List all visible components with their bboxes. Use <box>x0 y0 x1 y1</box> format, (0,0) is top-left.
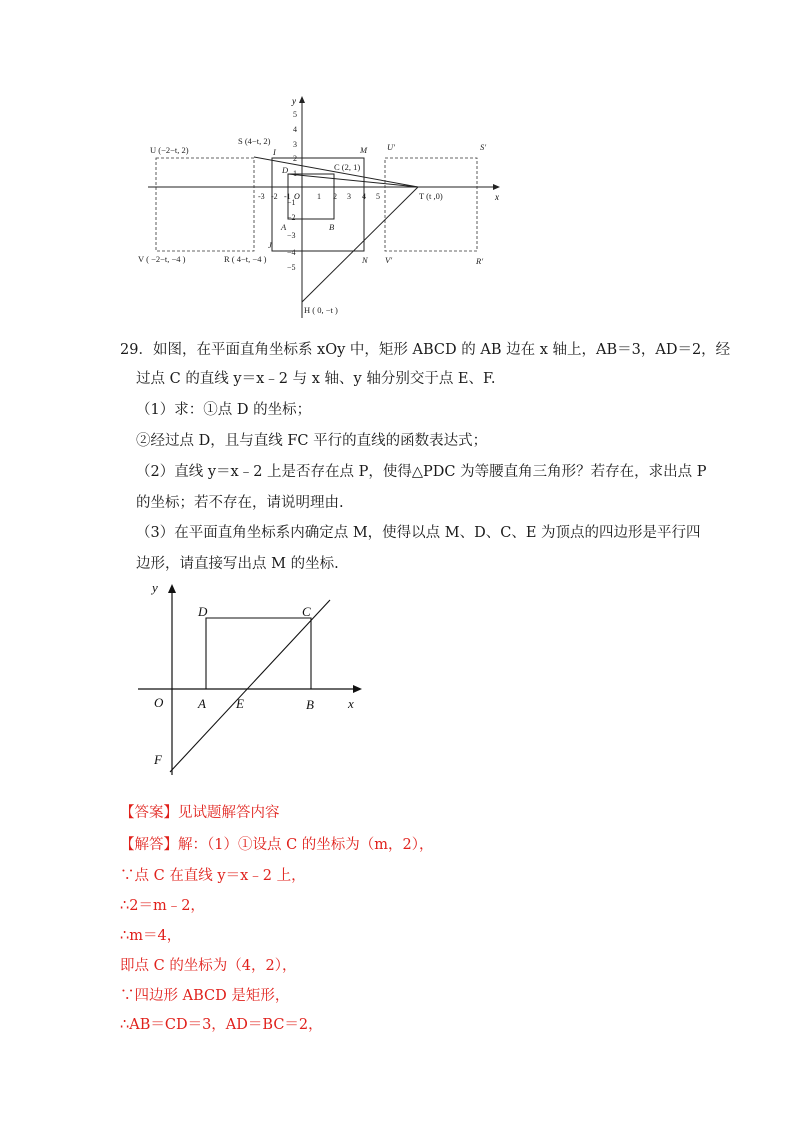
fig2-label-f: F <box>154 752 162 767</box>
x-tick-m2: -2 <box>271 192 278 201</box>
fig1-label-t: T (t ,0) <box>419 191 443 201</box>
figure-1-coordinate-diagram <box>0 0 800 330</box>
fig1-label-b: B <box>329 222 335 232</box>
answer-step-1: ∵点 C 在直线 y＝x﹣2 上， <box>120 868 306 884</box>
fig1-label-u: U (−2−t, 2) <box>150 145 189 155</box>
question-line-2: 过点 C 的直线 y＝x﹣2 与 x 轴、y 轴分别交于点 E、F. <box>136 371 496 387</box>
fig1-axis-x-label: x <box>495 192 499 202</box>
y-tick-5: 5 <box>293 110 297 119</box>
figure-2-rectangle-diagram <box>130 570 380 780</box>
fig2-label-x: x <box>348 696 354 711</box>
fig1-label-a: A <box>281 222 287 232</box>
fig1-label-i: I <box>273 147 276 157</box>
fig1-label-r: R ( 4−t, −4 ) <box>224 254 267 264</box>
fig1-label-j: J <box>268 240 272 250</box>
x-tick-m3: -3 <box>258 192 265 201</box>
fig1-y-arrow <box>299 96 305 103</box>
fig2-label-e: E <box>236 696 244 711</box>
fig1-line-h-t <box>302 187 418 302</box>
y-tick-m1: −1 <box>287 198 296 207</box>
fig2-rect-abcd <box>206 618 311 689</box>
question-line-1 <box>120 338 730 359</box>
y-tick-m5: −5 <box>287 263 296 272</box>
fig1-label-d: D <box>282 165 289 175</box>
fig1-label-m: M <box>360 145 368 155</box>
fig1-origin: O <box>294 192 300 201</box>
x-tick-3: 3 <box>347 192 351 201</box>
fig2-label-o: O <box>154 695 164 710</box>
x-tick-4: 4 <box>362 192 366 201</box>
fig2-line-fc <box>170 600 330 772</box>
answer-solution-start: 【解答】解：（1）①设点 C 的坐标为（m，2）， <box>120 837 434 853</box>
y-tick-m3: −3 <box>287 231 296 240</box>
question-part-3-cont: 边形，请直接写出点 M 的坐标. <box>136 556 339 572</box>
question-part-3: （3）在平面直角坐标系内确定点 M，使得以点 M、D、C、E 为顶点的四边形是平行四 <box>136 525 701 541</box>
fig1-label-c: C (2, 1) <box>334 162 361 172</box>
answer-step-4: 即点 C 的坐标为（4，2）， <box>120 958 297 974</box>
fig1-x-arrow <box>493 184 500 190</box>
fig1-label-n: N <box>362 255 368 265</box>
y-tick-m4: −4 <box>287 248 296 257</box>
y-tick-1: 1 <box>293 169 297 178</box>
fig2-y-arrow <box>168 584 176 593</box>
fig2-label-y: y <box>152 580 158 595</box>
answer-step-3: ∴m＝4， <box>120 928 182 944</box>
y-tick-3: 3 <box>293 140 297 149</box>
fig1-dashed-rect-right <box>385 158 477 251</box>
fig2-label-c: C <box>302 604 311 619</box>
fig1-label-u-prime: U′ <box>387 142 395 152</box>
y-tick-m2: −2 <box>287 213 296 222</box>
answer-step-5: ∵四边形 ABCD 是矩形， <box>120 988 290 1004</box>
y-tick-4: 4 <box>293 125 297 134</box>
fig2-x-arrow <box>353 685 362 693</box>
fig1-label-v: V ( −2−t, −4 ) <box>138 254 186 264</box>
question-part-1: （1）求：①点 D 的坐标； <box>136 402 312 418</box>
fig1-dashed-rect-left <box>156 158 254 251</box>
answer-header: 【答案】见试题解答内容 <box>120 805 280 821</box>
fig1-x-ticks <box>258 192 380 201</box>
x-tick-2: 2 <box>333 192 337 201</box>
fig1-label-v-prime: V′ <box>385 255 393 265</box>
question-part-1-2: ②经过点 D，且与直线 FC 平行的直线的函数表达式； <box>136 433 488 449</box>
answer-step-2: ∴2＝m﹣2， <box>120 898 205 914</box>
fig1-label-s-prime: S′ <box>480 142 487 152</box>
fig1-label-r-prime: R′ <box>476 256 484 266</box>
fig1-label-s: S (4−t, 2) <box>238 136 271 146</box>
question-number: 29． <box>120 342 153 358</box>
x-tick-1: 1 <box>317 192 321 201</box>
question-text-1: 如图，在平面直角坐标系 xOy 中，矩形 ABCD 的 AB 边在 x 轴上，AB＝3，AD＝2，经 <box>152 342 731 358</box>
y-tick-2: 2 <box>293 154 297 163</box>
x-tick-5: 5 <box>376 192 380 201</box>
fig1-axis-y-label: y <box>292 96 296 106</box>
fig1-line-d-t <box>288 174 418 187</box>
fig1-label-h: H ( 0, −t ) <box>304 305 338 315</box>
x-tick-m1: -1 <box>284 192 291 201</box>
fig2-label-d: D <box>198 604 208 619</box>
question-part-2-cont: 的坐标；若不存在，请说明理由. <box>136 495 344 511</box>
question-part-2: （2）直线 y＝x﹣2 上是否存在点 P，使得△PDC 为等腰直角三角形？若存在，求出点 P <box>136 464 707 480</box>
fig2-label-b: B <box>306 697 314 712</box>
answer-step-6: ∴AB＝CD＝3，AD＝BC＝2， <box>120 1017 323 1033</box>
fig2-label-a: A <box>198 696 206 711</box>
